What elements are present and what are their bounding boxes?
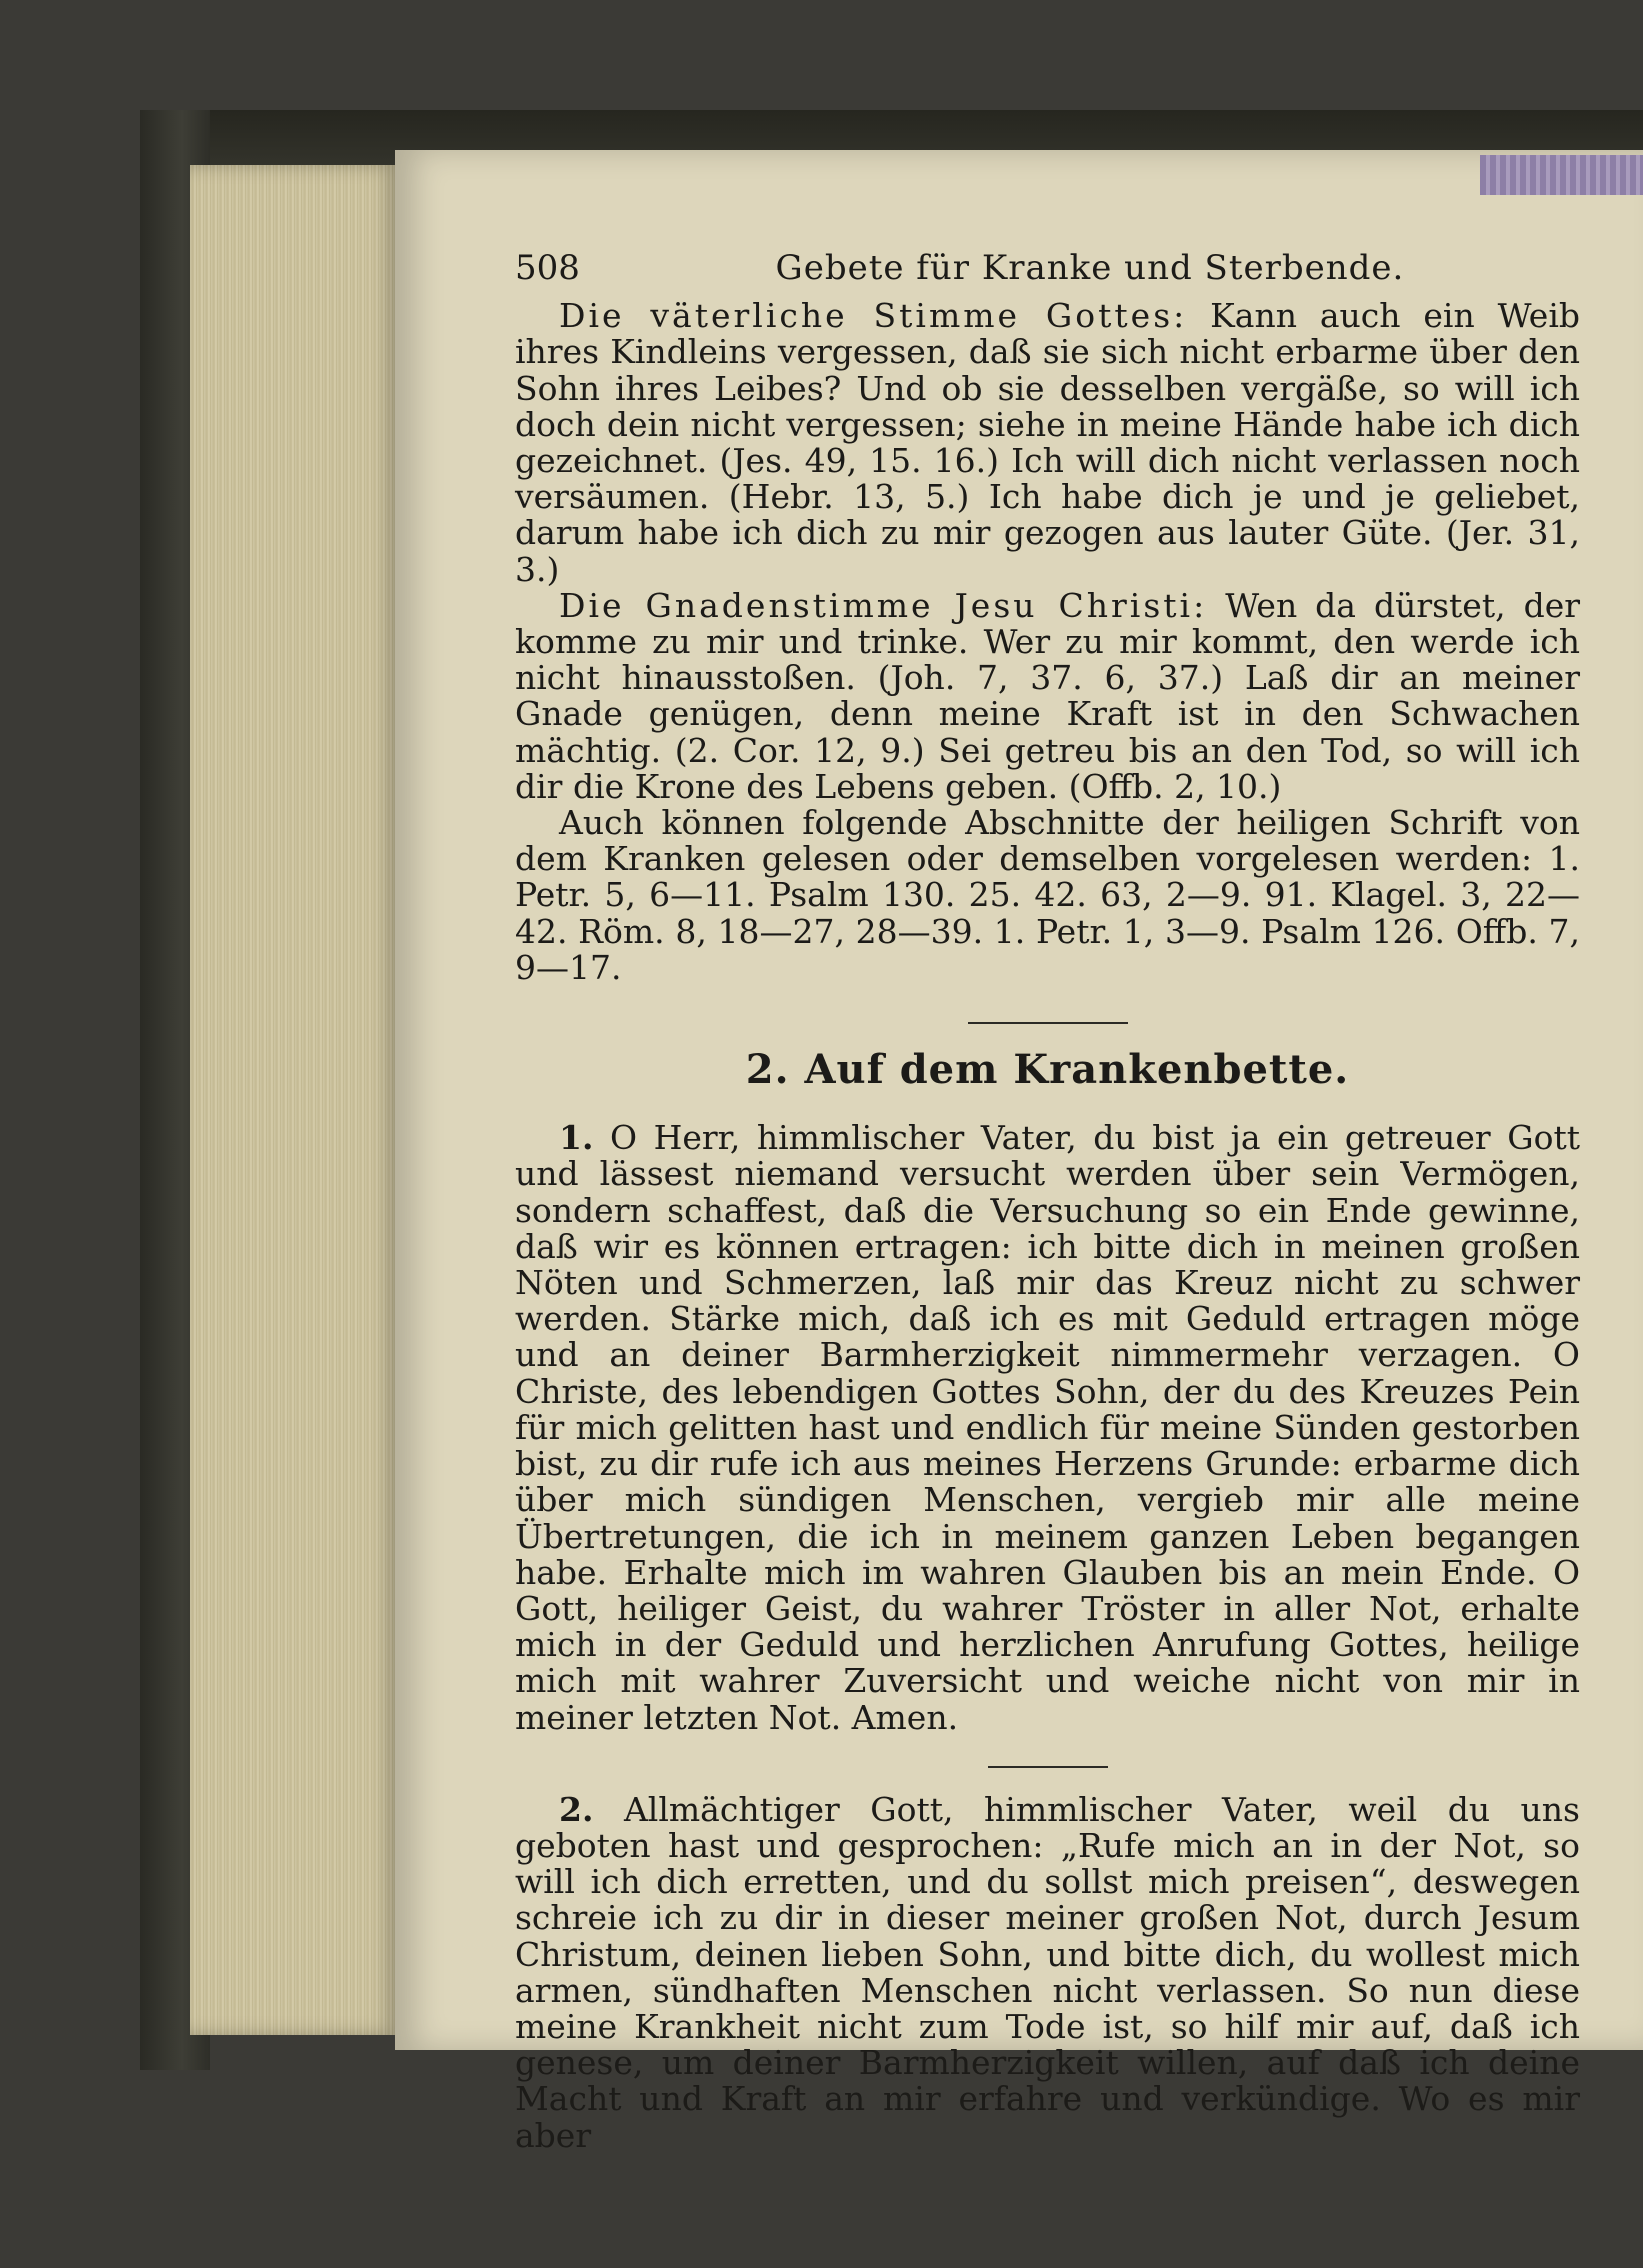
prayer-number: 2. [559, 1789, 594, 1829]
prayer-divider [988, 1766, 1108, 1768]
running-head [515, 250, 1580, 286]
paragraph-grace-voice [515, 585, 1580, 806]
prayer-text: O Herr, himmlischer Vater, du bist ja ein getreuer Gott und lässest niemand versucht werden über sein Vermögen, sondern schaffest, daß die Versuchung so ein Ende gewinne, daß wir es können ertragen: ich bitte dich in meinen großen Nöten und Schmerzen, laß mir das Kreuz nicht zu schwer werden. Stärke mich, daß ich es mit Geduld ertragen möge und an deiner Barmherzigkeit nimmermehr verzagen. O Christe, des lebendigen Gottes Sohn, der du des Kreuzes Pein für mich gelitten hast und endlich für meine Sünden gestorben bist, zu dir rufe ich aus meines Herzens Grunde: erbarme dich über mich sündigen Menschen, vergieb mir alle meine Übertretungen, die ich in meinem ganzen Leben begangen habe. Erhalte mich im wahren Glauben bis an mein Ende. O Gott, heiliger Geist, du wahrer Tröster in aller Not, erhalte mich in der Geduld und herzlichen Anrufung Gottes, heilige mich mit wahrer Zuversicht und weiche nicht von mir in meiner letzten Not. Amen. [515, 1118, 1580, 1737]
page-content [515, 250, 1580, 2154]
paragraph-text: Auch können folgende Abschnitte der heiligen Schrift von dem Kranken gelesen oder demselben vorgelesen werden: 1. Petr. 5, 6—11. Psalm 130. 25. 42. 63, 2—9. 91. Klagel. 3, 22—42. Röm. 8, 18—27, 28—39. 1. Petr. 1, 3—9. Psalm 126. Offb. 7, 9—17. [515, 803, 1580, 987]
paragraph-scripture-list [515, 805, 1580, 986]
paragraph-lead: Die väterliche Stimme Gottes: [559, 296, 1188, 336]
section-divider [968, 1022, 1128, 1024]
paragraph-text: Kann auch ein Weib ihres Kindleins vergessen, daß sie sich nicht erbarme über den Sohn ihres Leibes? Und ob sie desselben vergäße, so will ich doch dein nicht vergessen; siehe in meine Hände habe ich dich gezeichnet. (Jes. 49, 15. 16.) Ich will dich nicht verlassen noch versäumen. (Hebr. 13, 5.) Ich habe dich je und je geliebet, darum habe ich dich zu mir gezogen aus lauter Güte. (Jer. 31, 3.) [515, 296, 1580, 589]
prayer-number: 1. [559, 1118, 594, 1158]
book-page [395, 150, 1643, 2155]
prayer-text: Allmächtiger Gott, himmlischer Vater, weil du uns geboten hast und gesprochen: „Rufe mich an in der Not, so will ich dich erretten, und du sollst mich preisen“, deswegen schreie ich zu dir in dieser meiner großen Not, durch Jesum Christum, deinen lieben Sohn, und bitte dich, du wollest mich armen, sündhaften Menschen nicht verlassen. So nun diese meine Krankheit nicht zum Tode ist, so hilf mir auf, daß ich genese, um deiner Barmherzigkeit willen, auf daß ich deine Macht und Kraft an mir erfahre und verkündige. Wo es mir aber [515, 1789, 1580, 2155]
prayer-2 [515, 1789, 1580, 2155]
page-edges [190, 165, 400, 2035]
prayer-1 [515, 1120, 1580, 1735]
bookmark-ribbon [1480, 155, 1643, 195]
paragraph-text: Wen da dürstet, der komme zu mir und trinke. Wer zu mir kommt, den werde ich nicht hinausstoßen. (Joh. 7, 37. 6, 37.) Laß dir an meiner Gnade genügen, denn meine Kraft ist in den Schwachen mächtig. (2. Cor. 12, 9.) Sei getreu bis an den Tod, so will ich dir die Krone des Lebens geben. (Offb. 2, 10.) [515, 585, 1580, 806]
page-number: 508 [515, 248, 580, 288]
running-title: Gebete für Kranke und Sterbende. [775, 248, 1405, 288]
section-heading: 2. Auf dem Krankenbette. [745, 1046, 1350, 1094]
paragraph-fatherly-voice [515, 298, 1580, 588]
paragraph-lead: Die Gnadenstimme Jesu Christi: [559, 585, 1208, 625]
